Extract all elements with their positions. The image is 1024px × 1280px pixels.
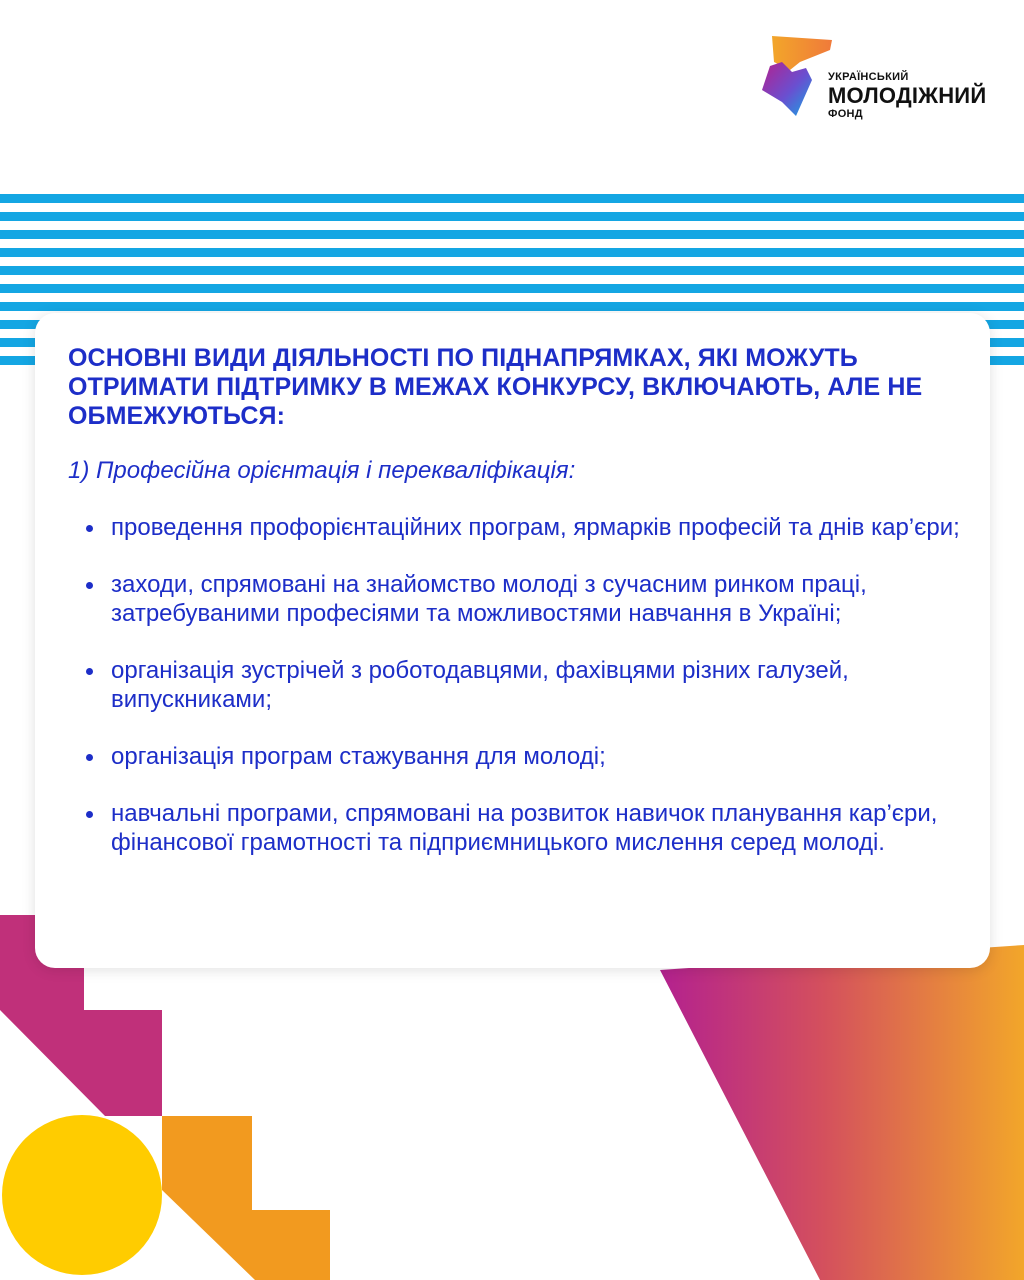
bullet-icon — [86, 811, 93, 818]
activities-list — [68, 513, 960, 857]
bullet-icon — [86, 525, 93, 532]
logo-line-ukrainian: УКРАЇНСЬКИЙ — [828, 71, 909, 83]
logo-line-fund: ФОНД — [828, 108, 863, 120]
ukrainian-youth-fund-logo — [760, 32, 1000, 124]
list-item — [68, 742, 960, 771]
card-subheading: 1) Професійна орієнтація і перекваліфікація: — [68, 457, 576, 484]
logo-text — [828, 72, 986, 120]
gradient-shape — [660, 945, 1024, 1280]
list-item — [68, 513, 960, 542]
logo-line-youth: МОЛОДІЖНИЙ — [828, 83, 987, 108]
list-item-text: навчальні програми, спрямовані на розвиток навичок планування кар’єри, фінансової грамотності та підприємницького мислення серед молоді. — [111, 800, 938, 856]
list-item — [68, 570, 960, 628]
list-item — [68, 799, 960, 857]
orange-shape — [162, 1116, 330, 1280]
content-card — [35, 313, 990, 968]
ukrainian-youth-fund-logo-mark-icon — [760, 32, 838, 122]
list-item-text: організація програм стажування для молоді; — [111, 743, 606, 770]
list-item-text: заходи, спрямовані на знайомство молоді з сучасним ринком праці, затребуваними професіями та можливостями навчання в Україні; — [111, 571, 867, 627]
bullet-icon — [86, 668, 93, 675]
bullet-icon — [86, 754, 93, 761]
bullet-icon — [86, 582, 93, 589]
yellow-circle — [2, 1115, 162, 1275]
list-item-text: організація зустрічей з роботодавцями, фахівцями різних галузей, випускниками; — [111, 657, 849, 713]
card-heading: ОСНОВНІ ВИДИ ДІЯЛЬНОСТІ ПО ПІДНАПРЯМКАХ, ЯКІ МОЖУТЬ ОТРИМАТИ ПІДТРИМКУ В МЕЖАХ КОНКУРСУ, ВКЛЮЧАЮТЬ, АЛЕ НЕ ОБМЕЖУЮТЬСЯ: — [68, 344, 923, 430]
list-item — [68, 656, 960, 714]
list-item-text: проведення профорієнтаційних програм, ярмарків професій та днів кар’єри; — [111, 514, 960, 541]
